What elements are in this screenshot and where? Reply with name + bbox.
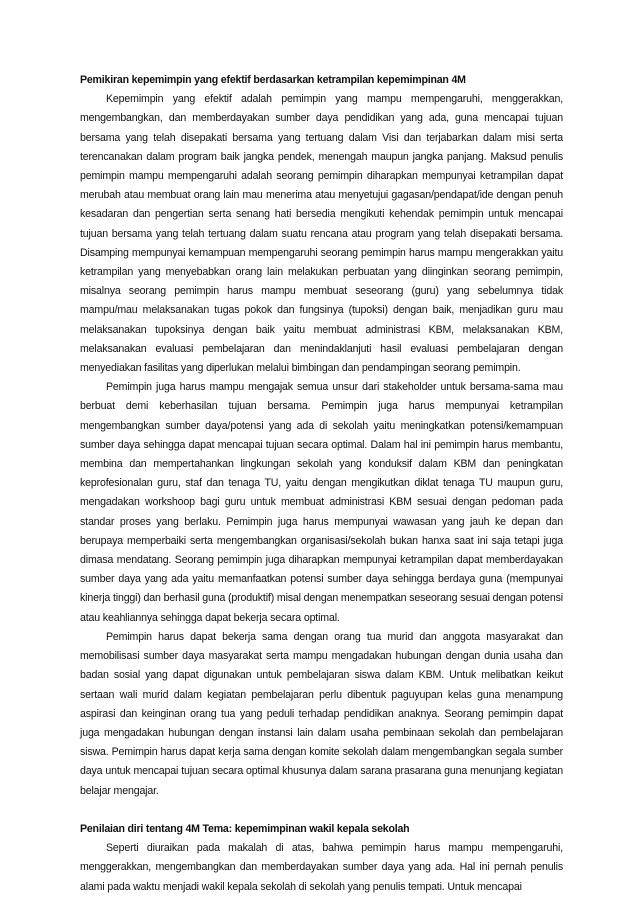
section-spacer [80,801,563,820]
paragraph-mengembangkan-sumber-daya: Pemimpin juga harus mampu mengajak semua unsur dari stakeholder untuk bersama-sama mau berbuat demi keberhasilan tujuan bersama. Pemimpin juga harus mempunyai ketrampilan mengembangkan sumber daya/potensi yang ada di sekolah yaitu meningkatkan potensi/kemampuan sumber daya sehingga dapat mencapai tujuan secara optimal. Dalam hal ini pemimpin harus membantu, membina dan mempertahankan lingkungan sekolah yang konduksif dalam KBM dan peningkatan keprofesionalan guru, staf dan tenaga TU, yaitu dengan mengikutkan diklat tenaga TU maupun guru, mengadakan workshoop bagi guru untuk membuat administrasi KBM sesuai dengan pedoman pada standar proses yang berlaku. Pemimpin juga harus mempunyai wawasan yang jauh ke depan dan berupaya memperbaiki serta mengembangkan organisasi/sekolah bukan hanxa saat ini saja tetapi juga dimasa mendatang. Seorang pemimpin juga diharapkan mempunyai ketrampilan dapat memberdayakan sumber daya yang ada yaitu memanfaatkan potensi sumber daya sehingga berdaya guna (mempunyai kinerja tinggi) dan berhasil guna (produktif) misal dengan menempatkan seseorang sesuai dengan potensi atau keahliannya sehingga dapat bekerja secara optimal. [80,381,563,624]
paragraph-kerja-sama-masyarakat: Pemimpin harus dapat bekerja sama dengan orang tua murid dan anggota masyarakat dan memobilisasi sumber daya masyarakat serta mampu mengadakan hubungan dengan dunia usaha dan badan sosial yang dapat digunakan untuk pembelajaran siswa dalam KBM. Untuk melibatkan keikut sertaan wali murid dalam kegiatan pembelajaran perlu dibentuk paguyupan kelas guna menampung aspirasi dan keinginan orang tua yang peduli terhadap pendidikan anaknya. Seorang pemimpin dapat juga mengadakan hubungan dengan instansi lain dalam usaha pembinaan sekolah dan pembelajaran siswa. Pemimpin harus dapat kerja sama dengan komite sekolah dalam mengembangkan segala sumber daya untuk mencapai tujuan secara optimal khusunya dalam sarana prasarana guna menunjang kegiatan belajar mengajar. [80,630,563,797]
document-page [80,71,563,897]
section-heading-penilaian-diri: Penilaian diri tentang 4M Tema: kepemimpinan wakil kepala sekolah [80,822,410,835]
section-heading-kepemimpinan-4m: Pemikiran kepemimpin yang efektif berdasarkan ketrampilan kepemimpinan 4M [80,74,466,86]
paragraph-definisi-kepemimpinan: Kepemimpin yang efektif adalah pemimpin yang mampu mempengaruhi, menggerakkan, mengembangkan, dan memberdayakan sumber daya pendidikan yang ada, guna mencapai tujuan bersama yang telah disepakati bersama yang tertuang dalam Visi dan terjabarkan dalam misi serta terencanakan dalam program baik jangka pendek, menengah maupun jangka panjang. Maksud penulis pemimpin mampu mempengaruhi adalah seorang pemimpin diharapkan mempunyai ketrampilan dapat merubah atau membuat orang lain mau menerima atau menyetujui gagasan/pendapat/ide dengan penuh kesadaran dan pengertian serta senang hati bersedia mengikuti kehendak pemimpin untuk mencapai tujuan bersama yang telah tertuang dalam suatu rencana atau program yang telah disepakati bersama. Disamping mempunyai kemampuan mempengaruhi seorang pemimpin harus mampu mengerakkan yaitu ketrampilan yang menyebabkan orang lain melakukan perbuatan yang diinginkan seorang pemimpin, misalnya seorang pemimpin harus mampu membuat seseorang (guru) yang sebelumnya tidak mampu/mau melaksanakan tugas pokok dan fungsinya (tupoksi) dengan baik, menjadikan guru mau melaksanakan tupoksinya dengan baik yaitu membuat administrasi KBM, melaksanakan KBM, melaksanakan evaluasi pembelajaran dan menindaklanjuti hasil evaluasi pembelajaran dengan menyediakan fasilitas yang diperlukan melalui bimbingan dan pendampingan seorang pemimpin. [80,93,563,375]
paragraph-penilaian-diri: Seperti diuraikan pada makalah di atas, bahwa pemimpin harus mampu mempengaruhi, menggerakkan, mengembangkan dan memberdayakan sumber daya yang ada. Hal ini pernah penulis alami pada waktu menjadi wakil kepala sekolah di sekolah yang penulis tempati. Untuk mencapai [80,842,563,893]
